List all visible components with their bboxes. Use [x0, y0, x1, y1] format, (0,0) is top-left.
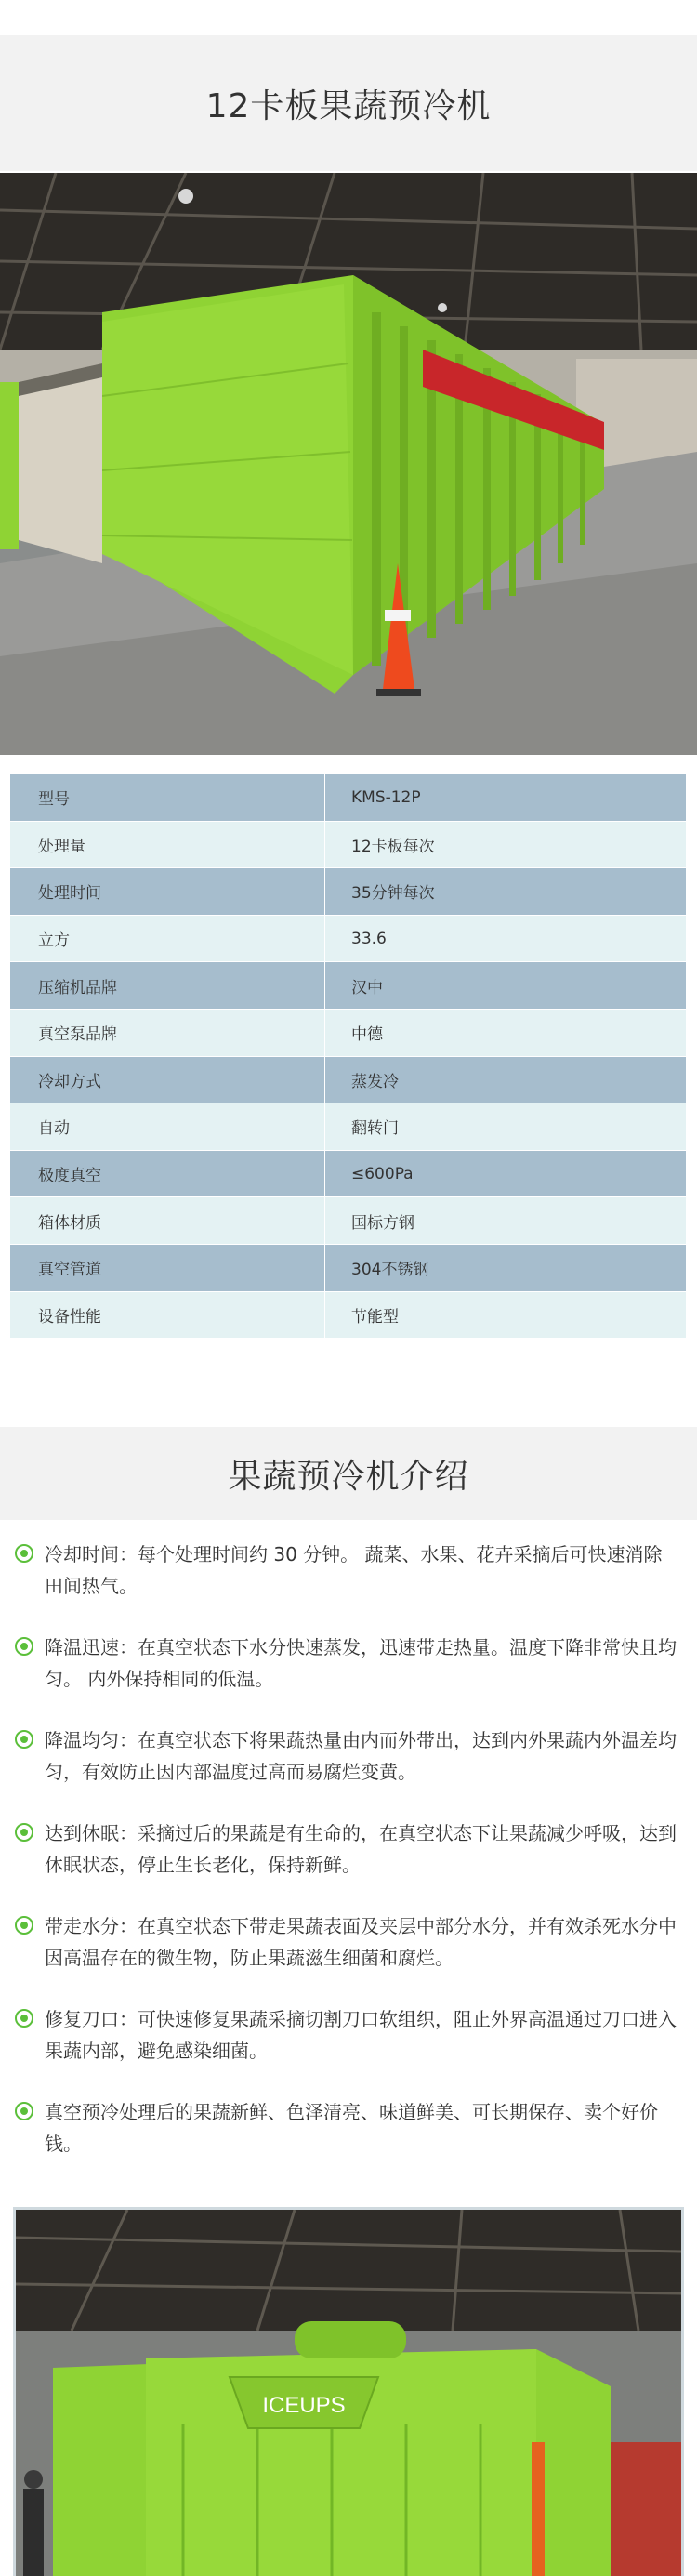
bullet-circle-icon: [15, 2102, 33, 2120]
spec-key: 处理时间: [10, 868, 325, 916]
table-row: [10, 962, 687, 1010]
table-row: [10, 915, 687, 962]
spec-key: 真空管道: [10, 1244, 325, 1291]
intro-text: 修复刀口：可快速修复果蔬采摘切割刀口软组织，阻止外界高温通过刀口进入果蔬内部，避免感染细菌。: [45, 2008, 677, 2062]
intro-text: 降温迅速：在真空状态下水分快速蒸发，迅速带走热量。温度下降非常快且均匀。 内外保持相同的低温。: [45, 1636, 677, 1690]
table-row: [10, 1291, 687, 1339]
spec-value: 304不锈钢: [325, 1244, 687, 1291]
intro-text: 达到休眠：采摘过后的果蔬是有生命的，在真空状态下让果蔬减少呼吸，达到休眠状态，停止生长老化，保持新鲜。: [45, 1822, 677, 1876]
spec-value: KMS-12P: [325, 774, 687, 822]
warehouse-illustration: [0, 173, 697, 755]
bullet-circle-icon: [15, 1916, 33, 1935]
table-row: [10, 1009, 687, 1056]
spec-key: 型号: [10, 774, 325, 822]
product-photo-closeup: [13, 2207, 684, 2576]
spec-value: 12卡板每次: [325, 821, 687, 868]
intro-text: 冷却时间：每个处理时间约 30 分钟。 蔬菜、水果、花卉采摘后可快速消除田间热气。: [45, 1543, 663, 1597]
bullet-circle-icon: [15, 1544, 33, 1563]
table-row: [10, 1150, 687, 1197]
table-row: [10, 821, 687, 868]
spec-value: 33.6: [325, 915, 687, 962]
bullet-circle-icon: [15, 1637, 33, 1656]
spec-key: 设备性能: [10, 1291, 325, 1339]
spec-key: 自动: [10, 1103, 325, 1151]
bullet-circle-icon: [15, 1730, 33, 1749]
spec-key: 压缩机品牌: [10, 962, 325, 1010]
spec-key: 箱体材质: [10, 1197, 325, 1245]
intro-title: 果蔬预冷机介绍: [228, 1457, 469, 1496]
spec-value: 35分钟每次: [325, 868, 687, 916]
spec-value: 蒸发冷: [325, 1056, 687, 1103]
product-title-band: [0, 35, 697, 171]
spec-value: 节能型: [325, 1291, 687, 1339]
intro-text: 真空预冷处理后的果蔬新鲜、色泽清亮、味道鲜美、可长期保存、卖个好价钱。: [45, 2101, 658, 2155]
spec-value: 中德: [325, 1009, 687, 1056]
spec-key: 极度真空: [10, 1150, 325, 1197]
spec-value: 国标方钢: [325, 1197, 687, 1245]
spec-key: 立方: [10, 915, 325, 962]
bullet-circle-icon: [15, 1823, 33, 1842]
table-row: [10, 1056, 687, 1103]
spec-table: [9, 773, 687, 1339]
table-row: [10, 1197, 687, 1245]
product-photo-warehouse: [0, 173, 697, 755]
table-row: [10, 774, 687, 822]
table-row: [10, 1103, 687, 1151]
product-title: 12卡板果蔬预冷机: [205, 86, 492, 125]
brand-text: ICEUPS: [262, 2393, 346, 2418]
spec-value: ≤600Pa: [325, 1150, 687, 1197]
table-row: [10, 1244, 687, 1291]
spec-value: 汉中: [325, 962, 687, 1010]
intro-text: 降温均匀：在真空状态下将果蔬热量由内而外带出，达到内外果蔬内外温差均匀，有效防止因内部温度过高而易腐烂变黄。: [45, 1729, 677, 1783]
machine-closeup-illustration: [16, 2210, 681, 2576]
table-row: [10, 868, 687, 916]
spec-value: 翻转门: [325, 1103, 687, 1151]
bullet-circle-icon: [15, 2009, 33, 2028]
intro-title-band: [0, 1427, 697, 1520]
spec-key: 处理量: [10, 821, 325, 868]
intro-text: 带走水分：在真空状态下带走果蔬表面及夹层中部分水分，并有效杀死水分中因高温存在的微生物，防止果蔬滋生细菌和腐烂。: [45, 1915, 677, 1969]
spec-key: 冷却方式: [10, 1056, 325, 1103]
spec-key: 真空泵品牌: [10, 1009, 325, 1056]
